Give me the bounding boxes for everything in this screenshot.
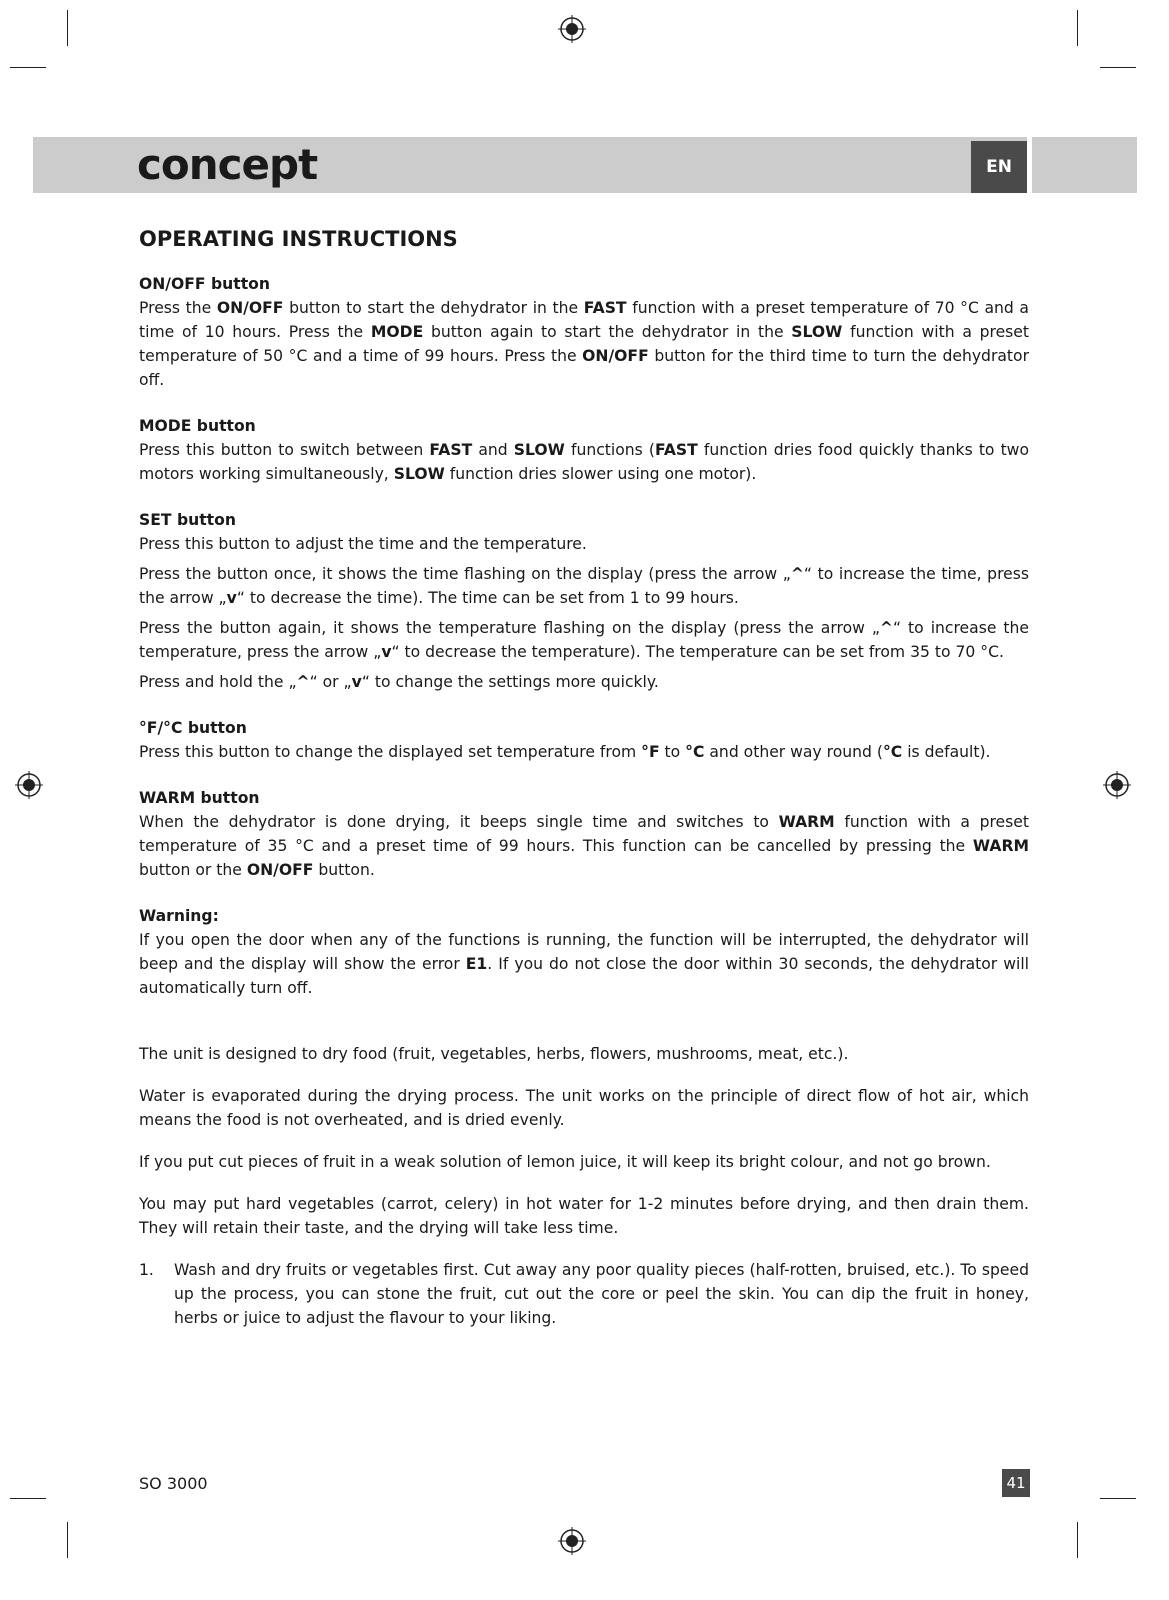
bold-term: MODE: [370, 323, 424, 341]
crop-mark: [67, 10, 68, 46]
section-onoff: [139, 272, 1029, 392]
section-heading: Warning:: [139, 907, 219, 925]
section-warning: [139, 904, 1029, 1000]
text-run: button.: [313, 861, 375, 879]
bold-term: SLOW: [791, 323, 843, 341]
list-item: [139, 1258, 1029, 1330]
section-heading: °F/°C button: [139, 719, 247, 737]
text-run: function with a preset temperature of 70 °C and a time of 10 hours. Press the: [139, 299, 1029, 341]
text-run: to: [659, 743, 686, 761]
list-item-number: 1.: [139, 1261, 154, 1279]
bold-term: FAST: [583, 299, 627, 317]
model-name: SO 3000: [139, 1474, 208, 1493]
paragraph: Press this button to adjust the time and the temperature.: [139, 535, 587, 553]
paragraph: [139, 928, 1029, 1000]
text-run: “ to increase the temperature, press the arrow „: [139, 619, 1029, 661]
paragraph: The unit is designed to dry food (fruit, vegetables, herbs, flowers, mushrooms, meat, etc.).: [139, 1045, 849, 1063]
bold-term: ^: [879, 619, 893, 637]
crop-mark: [1077, 1522, 1078, 1558]
bold-term: v: [226, 589, 237, 607]
text-run: Press this button to change the displayed set temperature from: [139, 743, 642, 761]
bold-term: SLOW: [513, 441, 565, 459]
header-divider: [1027, 137, 1032, 193]
paragraph: [139, 670, 1029, 694]
paragraph: If you put cut pieces of fruit in a weak solution of lemon juice, it will keep its bright colour, and not go brown.: [139, 1153, 991, 1171]
paragraph: [139, 740, 1029, 764]
text-run: “ to change the settings more quickly.: [361, 673, 659, 691]
crop-mark: [1077, 10, 1078, 46]
bold-term: °F: [641, 743, 660, 761]
section-mode: [139, 414, 1029, 486]
text-run: function with a preset temperature of 50 °C and a time of 99 hours. Press the: [139, 323, 1029, 365]
text-run: Press this button to switch between: [139, 441, 430, 459]
bold-term: ^: [790, 565, 804, 583]
text-run: Press the: [139, 299, 217, 317]
bold-term: FAST: [654, 441, 698, 459]
paragraph: [139, 438, 1029, 486]
bold-term: v: [381, 643, 392, 661]
text-run: and: [472, 441, 514, 459]
bold-term: WARM: [972, 837, 1029, 855]
text-run: . If you do not close the door within 30 seconds, the dehydrator will automatically turn off.: [139, 955, 1029, 997]
registration-mark-icon: [14, 770, 44, 800]
text-run: button for the third time to turn the dehydrator off.: [139, 347, 1029, 389]
text-run: “ or „: [309, 673, 352, 691]
bold-term: °C: [882, 743, 903, 761]
text-run: Press the button again, it shows the temperature flashing on the display (press the arrow „: [139, 619, 880, 637]
text-run: button or the: [139, 861, 247, 879]
section-heading: MODE button: [139, 417, 256, 435]
section-heading: ON/OFF button: [139, 275, 270, 293]
page-title: OPERATING INSTRUCTIONS: [139, 227, 458, 251]
bold-term: °C: [685, 743, 705, 761]
text-run: If you open the door when any of the functions is running, the function will be interrupted, the dehydrator will beep and the display will show the error: [139, 931, 1029, 973]
section-unit: [139, 716, 1029, 764]
crop-mark: [1100, 67, 1136, 68]
text-run: button to start the dehydrator in the: [283, 299, 584, 317]
text-run: function dries slower using one motor).: [444, 465, 757, 483]
registration-mark-icon: [1102, 770, 1132, 800]
bold-term: ON/OFF: [216, 299, 284, 317]
paragraph: You may put hard vegetables (carrot, celery) in hot water for 1-2 minutes before drying, and then drain them. They will retain their taste, and the drying will take less time.: [139, 1195, 1029, 1237]
bold-term: E1: [465, 955, 488, 973]
text-run: functions (: [564, 441, 655, 459]
crop-mark: [10, 1498, 46, 1499]
text-run: When the dehydrator is done drying, it beeps single time and switches to: [139, 813, 779, 831]
main-content: [139, 224, 1029, 1330]
text-run: and other way round (: [704, 743, 883, 761]
registration-mark-icon: [557, 14, 587, 44]
text-run: “ to decrease the time). The time can be set from 1 to 99 hours.: [236, 589, 739, 607]
text-run: Press and hold the „: [139, 673, 297, 691]
text-run: function dries food quickly thanks to two motors working simultaneously,: [139, 441, 1029, 483]
paragraph: [139, 296, 1029, 392]
section-set: [139, 508, 1029, 694]
language-badge: EN: [971, 141, 1027, 193]
text-run: “ to decrease the temperature). The temperature can be set from 35 to 70 °C.: [391, 643, 1004, 661]
crop-mark: [10, 67, 46, 68]
paragraph: [139, 562, 1029, 610]
bold-term: ON/OFF: [582, 347, 649, 365]
brand-logo: concept: [137, 140, 318, 189]
paragraph: [139, 810, 1029, 882]
page-number: 41: [1002, 1469, 1030, 1497]
bold-term: WARM: [778, 813, 835, 831]
crop-mark: [67, 1522, 68, 1558]
text-run: “ to increase the time, press the arrow „: [139, 565, 1029, 607]
bold-term: ^: [296, 673, 310, 691]
section-heading: SET button: [139, 511, 236, 529]
bold-term: SLOW: [393, 465, 445, 483]
section-warm: [139, 786, 1029, 882]
text-run: button again to start the dehydrator in the: [423, 323, 792, 341]
list-item-text: Wash and dry fruits or vegetables first. Cut away any poor quality pieces (half-rotten, bruised, etc.). To speed up the process, you can stone the fruit, cut out the core or peel the skin. You can dip the fruit in honey, herbs or juice to adjust the flavour to your liking.: [174, 1261, 1029, 1327]
text-run: Press the button once, it shows the time flashing on the display (press the arrow „: [139, 565, 791, 583]
paragraph: Water is evaporated during the drying process. The unit works on the principle of direct flow of hot air, which means the food is not overheated, and is dried evenly.: [139, 1087, 1029, 1129]
text-run: is default).: [902, 743, 991, 761]
crop-mark: [1100, 1498, 1136, 1499]
bold-term: ON/OFF: [246, 861, 314, 879]
text-run: function with a preset temperature of 35 °C and a preset time of 99 hours. This function can be cancelled by pressing the: [139, 813, 1029, 855]
section-heading: WARM button: [139, 789, 260, 807]
paragraph: [139, 616, 1029, 664]
bold-term: FAST: [429, 441, 473, 459]
bold-term: v: [351, 673, 362, 691]
registration-mark-icon: [557, 1526, 587, 1556]
